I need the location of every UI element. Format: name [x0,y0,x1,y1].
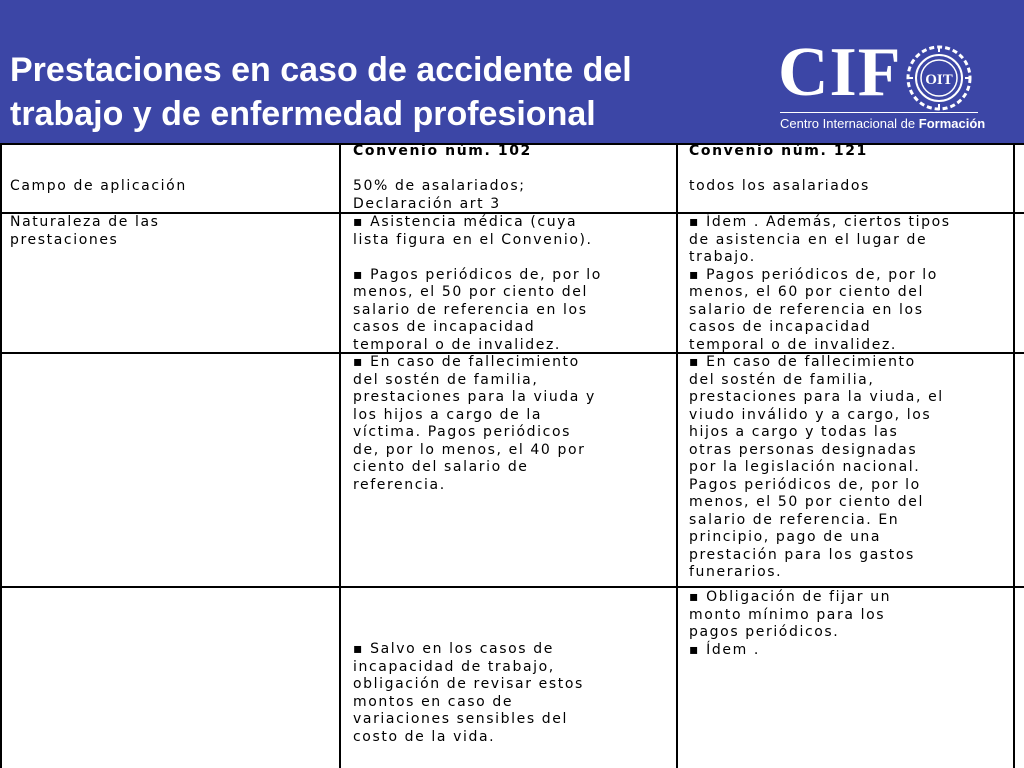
row-3-convenio-102: ▪ En caso de fallecimiento del sostén de familia, prestaciones para la viuda y los hijos a cargo de la víctima. Pagos periódicos de, por lo menos, el 40 por ciento del salario de referencia. [353,354,596,493]
row-3-convenio-121: ▪ En caso de fallecimiento del sostén de familia, prestaciones para la viuda, el viudo inválido y a cargo, los hijos a cargo y todas las otras personas designadas por la legislación nacional. Pagos periódicos de, por lo menos, el 50 por ciento del salario de referencia. En principio, pago de una prestación para los gastos funerarios. [689,354,944,580]
slide-title [10,48,770,136]
row-1-convenio-121: todos los asalariados [689,178,870,194]
slide-header [0,0,1024,143]
logo-subtitle [780,116,985,132]
comparison-table [0,143,1024,768]
slide-title-line-1: Prestaciones en caso de accidente del [10,51,632,89]
ilo-emblem-icon [904,44,974,112]
row-2-label: Naturaleza de las prestaciones [10,214,160,248]
cif-logo [776,34,1006,138]
logo-subtitle-bold: Formación [918,116,986,131]
row-1-convenio-102: 50% de asalariados; Declaración art 3 [353,178,526,212]
logo-divider [780,112,978,113]
slide-title-line-2: trabajo y de enfermedad profesional [10,95,596,133]
row-2-convenio-121: ▪ Ídem . Además, ciertos tipos de asistencia en el lugar de trabajo. ▪ Pagos periódicos de, por lo menos, el 60 por ciento del salario de referencia en los casos de incapacidad temporal o de invalidez. [689,214,951,353]
row-1-label: Campo de aplicación [10,178,187,194]
row-4-convenio-121: ▪ Obligación de fijar un monto mínimo para los pagos periódicos. ▪ Ídem . [689,589,892,658]
header-convenio-102: Convenio núm. 102 [353,143,532,159]
header-convenio-121: Convenio núm. 121 [689,143,868,159]
row-divider-3 [0,586,1024,588]
table-border-right [1013,143,1015,768]
column-divider-1 [339,143,341,768]
emblem-text: OIT [925,72,953,88]
row-4-convenio-102: ▪ Salvo en los casos de incapacidad de trabajo, obligación de revisar estos montos en caso de variaciones sensibles del costo de la vida. [353,641,584,745]
logo-acronym: CIF [778,34,902,111]
table-border-left [0,143,2,768]
row-2-convenio-102: ▪ Asistencia médica (cuya lista figura en el Convenio). ▪ Pagos periódicos de, por lo menos, el 50 por ciento del salario de referencia en los casos de incapacidad temporal o de invalidez. [353,214,602,353]
logo-subtitle-regular: Centro Internacional de [780,116,919,131]
column-divider-2 [676,143,678,768]
